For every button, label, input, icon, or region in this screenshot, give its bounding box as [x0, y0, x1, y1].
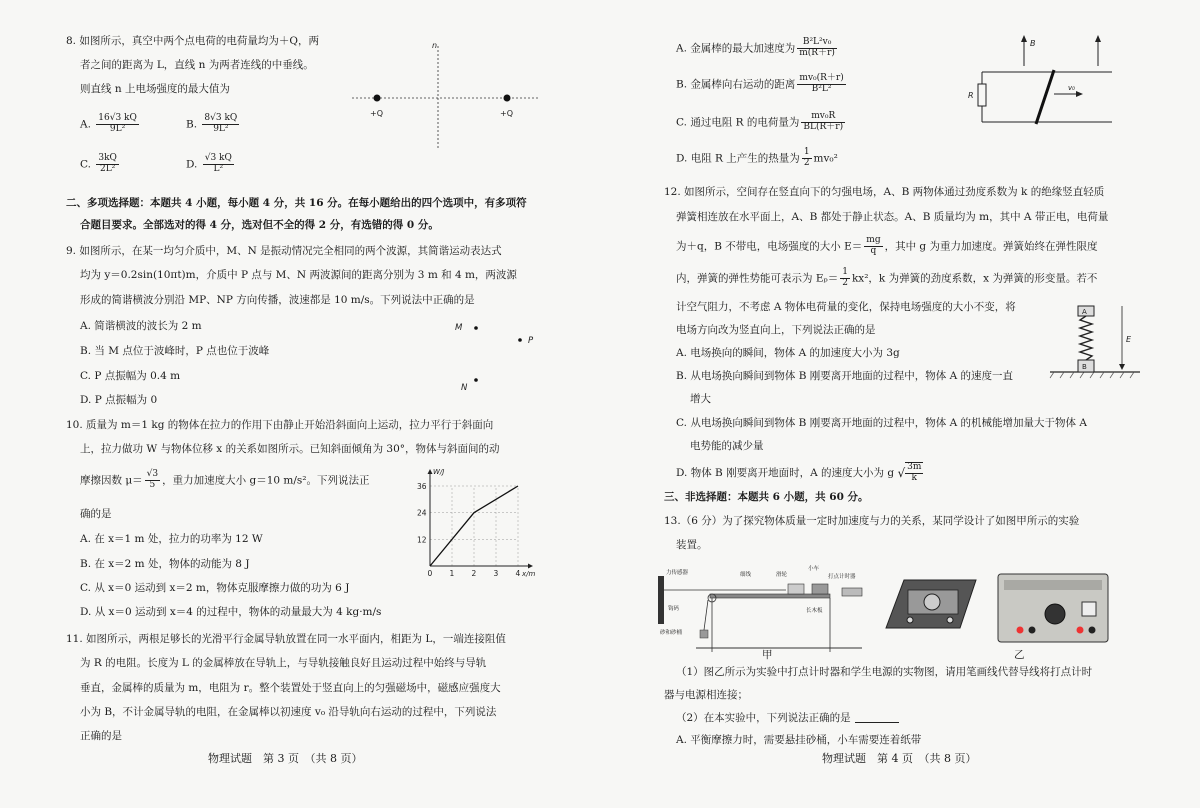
- y-axis-label: W/J: [433, 468, 445, 476]
- charges-figure: [350, 38, 540, 153]
- q10-line: 确的是: [80, 508, 112, 520]
- q13-line: 13.（6 分）为了探究物体质量一定时加速度与力的关系，某同学设计了如图甲所示的实验: [664, 515, 1080, 527]
- x-tick-label: 0: [427, 569, 433, 578]
- timer-label: 打点计时器: [828, 574, 856, 580]
- x-tick-label: 2: [471, 569, 477, 578]
- cart-label: 小车: [808, 566, 820, 572]
- q10-option-c: C. 从 x＝0 运动到 x＝2 m，物体克服摩擦力做的功为 6 J: [80, 582, 350, 594]
- q8-line: 8. 如图所示，真空中两个点电荷的电荷量均为＋Q，两: [66, 35, 319, 47]
- page-footer-right: 物理试题 第 4 页 （共 8 页）: [822, 752, 977, 765]
- charge-left-label: +Q: [370, 109, 383, 118]
- q13-part1: （1）图乙所示为实验中打点计时器和学生电源的实物图，请用笔画线代替导线将打点计时: [676, 666, 1093, 678]
- magnetic-field-label: B: [1030, 39, 1036, 48]
- figure-yi-caption: 乙: [1014, 649, 1025, 661]
- hook-weight-label: 钩码: [668, 606, 680, 612]
- resistor: [978, 84, 986, 106]
- block-b-label: B: [1082, 363, 1087, 371]
- x-tick-label: 3: [493, 569, 499, 578]
- q9-option-b: B. 当 M 点位于波峰时，P 点也位于波峰: [80, 345, 270, 357]
- q9-line: 9. 如图所示，在某一均匀介质中，M、N 是振动情况完全相同的两个波源，其简谐运动表达式: [66, 245, 502, 257]
- q12-line: 电场方向改为竖直向上，下列说法正确的是: [676, 324, 876, 336]
- q12-line: 内，弹簧的弹性势能可表示为 Eₚ＝ $\frac{1}{2}$ kx²，k 为弹簧的劲度系数，x 为弹簧的形变量。若不: [676, 267, 1098, 288]
- charge-right: [504, 95, 511, 102]
- charge-right-label: +Q: [500, 109, 513, 118]
- y-axis-arrow: [428, 469, 433, 474]
- q13-part2: （2）在本实验中，下列说法正确的是: [676, 711, 899, 725]
- string-label: 细线: [740, 572, 752, 578]
- resistor-label: R: [968, 91, 974, 100]
- label-n: N: [461, 383, 468, 393]
- q10-line: 摩擦因数 μ＝ $\frac{√3}{5}$ ，重力加速度大小 g＝10 m/s²。下列说法正: [80, 469, 370, 490]
- apparatus-figure-jia: [656, 562, 871, 654]
- point-m: [474, 326, 478, 330]
- q12-option-c: C. 从电场换向瞬间到物体 B 刚要离开地面的过程中，物体 A 的机械能增加量大于物体 A: [676, 417, 1087, 429]
- q11-line: 小为 B，不计金属导轨的电阻，在金属棒以初速度 v₀ 沿导轨向右运动的过程中，下列说法: [80, 706, 497, 718]
- q10-option-b: B. 在 x＝2 m 处，物体的动能为 8 J: [80, 558, 250, 570]
- q8-option-d: D. $\frac{√3 kQ}{\text{L²}}$: [186, 153, 232, 174]
- charge-left: [374, 95, 381, 102]
- sand-bucket-label: 砂和砂桶: [660, 630, 683, 636]
- figure-jia-caption: 甲: [762, 649, 773, 661]
- q8-option-b: B. $\frac{8√3 kQ}{\text{9L²}}$: [186, 113, 238, 134]
- q13-line: 装置。: [676, 539, 708, 551]
- q10-line: 上，拉力做功 W 与物体位移 x 的关系如图所示。已知斜面倾角为 30°，物体与斜面间的动: [80, 443, 500, 455]
- force-sensor-label: 力传感器: [666, 570, 689, 576]
- q12-line: 弹簧相连放在水平面上，A、B 都处于静止状态。A、B 质量均为 m，其中 A 带正电，电荷量: [676, 211, 1109, 223]
- rail-figure: [962, 30, 1142, 130]
- q11-line: 为 R 的电阻。长度为 L 的金属棒放在导轨上，与导轨接触良好且运动过程中始终与导轨: [80, 657, 487, 669]
- q8-line: 者之间的距离为 L，直线 n 为两者连线的中垂线。: [80, 59, 314, 71]
- metal-rod: [1036, 70, 1054, 124]
- section-3-heading: 三、非选择题：本题共 6 小题，共 60 分。: [664, 491, 869, 503]
- q9-line: 形成的简谐横波分别沿 MP、NP 方向传播，波速都是 10 m/s。下列说法中正确的是: [80, 294, 475, 306]
- field-e-label: E: [1126, 335, 1132, 344]
- q9-option-c: C. P 点振幅为 0.4 m: [80, 370, 181, 382]
- block-a-label: A: [1082, 308, 1087, 316]
- q9-line: 均为 y＝0.2sin(10πt)m，介质中 P 点与 M、N 两波源间的距离分别为 3 m 和 4 m，两波源: [80, 269, 517, 281]
- label-p: P: [528, 336, 534, 346]
- apparatus-figure-yi: [880, 570, 1155, 646]
- velocity-label: v₀: [1068, 84, 1075, 92]
- line-n-label: n: [432, 41, 438, 50]
- q13-option-a: A. 平衡摩擦力时，需要悬挂砂桶，小车需要连着纸带: [676, 734, 922, 746]
- q13-part1-cont: 器与电源相连接；: [664, 689, 748, 701]
- section-2-heading: 二、多项选择题：本题共 4 小题，每小题 4 分，共 16 分。在每小题给出的四个选项中，有多项符: [66, 197, 527, 209]
- y-tick-label: 24: [417, 508, 427, 518]
- q10-line: 10. 质量为 m＝1 kg 的物体在拉力的作用下由静止开始沿斜面向上运动，拉力平行于斜面向: [66, 419, 494, 431]
- board-label: 长木板: [806, 608, 823, 614]
- q11-line: 垂直，金属棒的质量为 m，电阻为 r。整个装置处于竖直向上的匀强磁场中，磁感应强度大: [80, 682, 501, 694]
- page-footer-left: 物理试题 第 3 页 （共 8 页）: [208, 752, 363, 765]
- answer-blank: [855, 722, 899, 723]
- q8-option-a: A. $\frac{16√3 kQ}{\text{9L²}}$: [80, 113, 137, 134]
- q12-option-b-cont: 增大: [690, 393, 711, 405]
- q12-line: 12. 如图所示，空间存在竖直向下的匀强电场，A、B 两物体通过劲度系数为 k 的绝缘竖直轻质: [664, 186, 1105, 198]
- x-axis-arrow: [528, 564, 533, 569]
- q11-option-c: C. 通过电阻 R 的电荷量为 $\frac{\text{mv₀R}}{BL(R+r)}$: [676, 111, 844, 132]
- x-axis-label: x/m: [522, 570, 536, 578]
- pulley-label: 滑轮: [776, 572, 788, 578]
- q8-option-c: C. $\frac{3kQ}{\text{2L²}}$: [80, 153, 117, 174]
- x-tick-label: 1: [449, 569, 455, 578]
- q12-line: 为＋q，B 不带电，电场强度的大小 E＝ $\frac{mg}{q}$ ，其中 g 为重力加速度。弹簧始终在弹性限度: [676, 235, 1098, 256]
- label-m: M: [455, 323, 463, 333]
- wave-sources-figure: [452, 318, 547, 393]
- q12-line: 计空气阻力，不考虑 A 物体电荷量的变化，保持电场强度的大小不变，将: [676, 301, 1016, 313]
- work-displacement-chart: [412, 468, 542, 578]
- spring: [1080, 316, 1092, 360]
- q11-line: 11. 如图所示，两根足够长的光滑平行金属导轨放置在同一水平面内，相距为 L，一端连接阻值: [66, 633, 506, 645]
- spring-blocks-figure: [1046, 300, 1156, 382]
- q8-line: 则直线 n 上电场强度的最大值为: [80, 83, 230, 95]
- point-p: [518, 338, 522, 342]
- q12-option-c-cont: 电势能的减少量: [690, 440, 764, 452]
- y-tick-label: 12: [417, 535, 427, 545]
- q12-option-a: A. 电场换向的瞬间，物体 A 的加速度大小为 3g: [676, 347, 900, 359]
- q11-option-a: A. 金属棒的最大加速度为 $\frac{\text{B²L²v₀}}{m(R+r)}$: [676, 37, 835, 58]
- q12-option-d: D. 物体 B 刚要离开地面时，A 的速度大小为 g √ $\frac{3m}{k}$: [676, 462, 922, 483]
- q9-option-d: D. P 点振幅为 0: [80, 394, 158, 406]
- q11-option-b: B. 金属棒向右运动的距离 $\frac{\text{mv₀(R＋r)}}{\text{B²L²}}$: [676, 73, 844, 94]
- section-2-heading: 合题目要求。全部选对的得 4 分，选对但不全的得 2 分，有选错的得 0 分。: [80, 219, 439, 231]
- q11-option-d: D. 电阻 R 上产生的热量为 $\frac{1}{2}$ mv₀²: [676, 147, 838, 168]
- x-tick-label: 4: [515, 569, 521, 578]
- y-tick-label: 36: [417, 482, 427, 491]
- q9-option-a: A. 简谐横波的波长为 2 m: [80, 320, 202, 332]
- q11-line: 正确的是: [80, 730, 122, 742]
- q10-option-a: A. 在 x＝1 m 处，拉力的功率为 12 W: [80, 533, 263, 545]
- q10-option-d: D. 从 x＝0 运动到 x＝4 的过程中，物体的动量最大为 4 kg·m/s: [80, 606, 382, 618]
- point-n: [474, 378, 478, 382]
- q12-option-b: B. 从电场换向瞬间到物体 B 刚要离开地面的过程中，物体 A 的速度一直: [676, 370, 1014, 382]
